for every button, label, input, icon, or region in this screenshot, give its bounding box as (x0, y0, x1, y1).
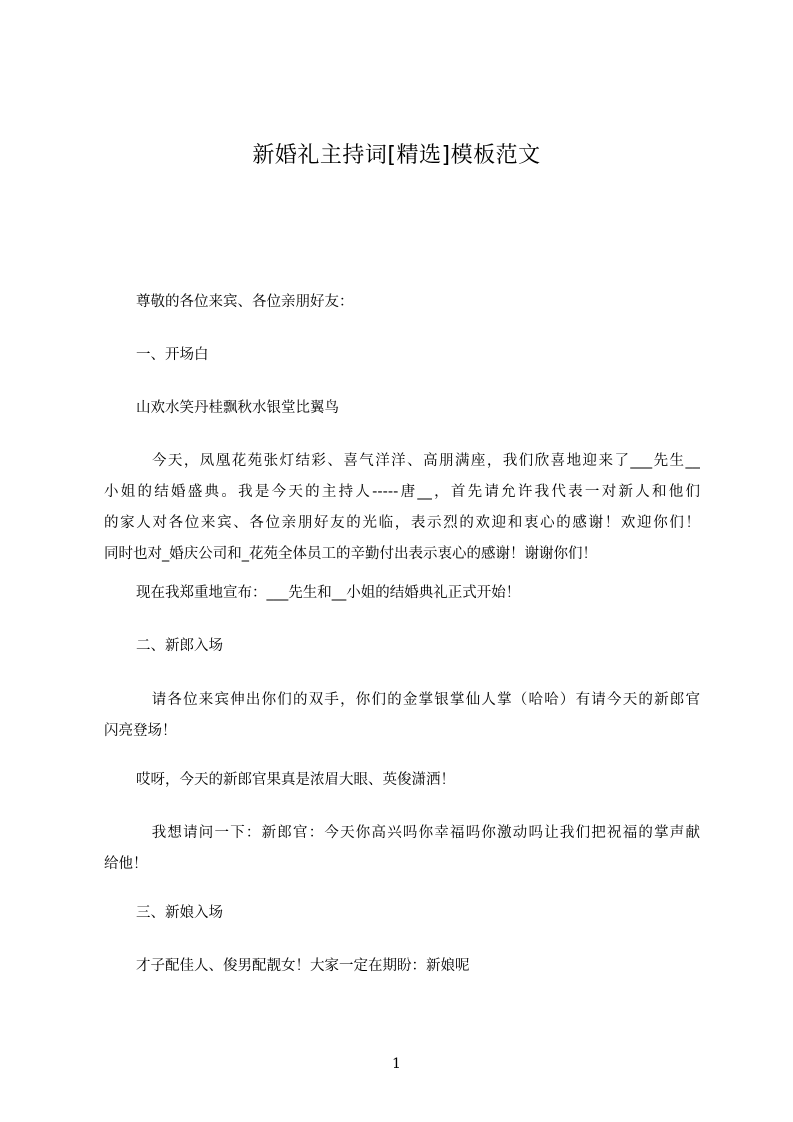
announcement-paragraph: 现在我郑重地宣布：___先生和__小姐的结婚典礼正式开始！ (136, 585, 521, 601)
section-heading-opening: 一、开场白 (136, 347, 209, 363)
welcome-line: 的家人对各位来宾、各位亲朋好友的光临，表示烈的欢迎和衷心的感谢！欢迎你们！ (104, 515, 700, 531)
question-line: 给他！ (104, 856, 148, 872)
welcome-line: 同时也对_婚庆公司和_花苑全体员工的辛勤付出表示衷心的感谢！谢谢你们！ (104, 546, 597, 562)
bride-paragraph: 才子配佳人、俊男配靓女！大家一定在期盼：新娘呢 (136, 958, 470, 974)
greeting-paragraph: 尊敬的各位来宾、各位亲朋好友： (136, 294, 354, 310)
page-number: 1 (392, 1056, 401, 1072)
question-line: 我想请问一下：新郎官：今天你高兴吗你幸福吗你激动吗让我们把祝福的掌声献 (136, 825, 700, 841)
section-heading-bride-entrance: 三、新娘入场 (136, 905, 223, 921)
section-heading-groom-entrance: 二、新郎入场 (136, 638, 223, 654)
applause-paragraph (104, 685, 700, 747)
question-paragraph (104, 818, 700, 880)
applause-line: 闪亮登场！ (104, 723, 177, 739)
couplet-paragraph: 山欢水笑丹桂飘秋水银堂比翼鸟 (136, 400, 339, 416)
welcome-line: 小姐的结婚盛典。我是今天的主持人-----唐__，首先请允许我代表一对新人和他们 (104, 484, 700, 500)
groom-looks-paragraph: 哎呀，今天的新郎官果真是浓眉大眼、英俊潇洒！ (136, 772, 455, 788)
welcome-line: 今天，凤凰花苑张灯结彩、喜气洋洋、高朋满座，我们欣喜地迎来了___先生__ (136, 453, 700, 469)
welcome-paragraph (104, 446, 700, 570)
applause-line: 请各位来宾伸出你们的双手，你们的金掌银掌仙人掌（哈哈）有请今天的新郎官 (136, 692, 700, 708)
document-title: 新婚礼主持词[精选]模板范文 (252, 143, 541, 168)
